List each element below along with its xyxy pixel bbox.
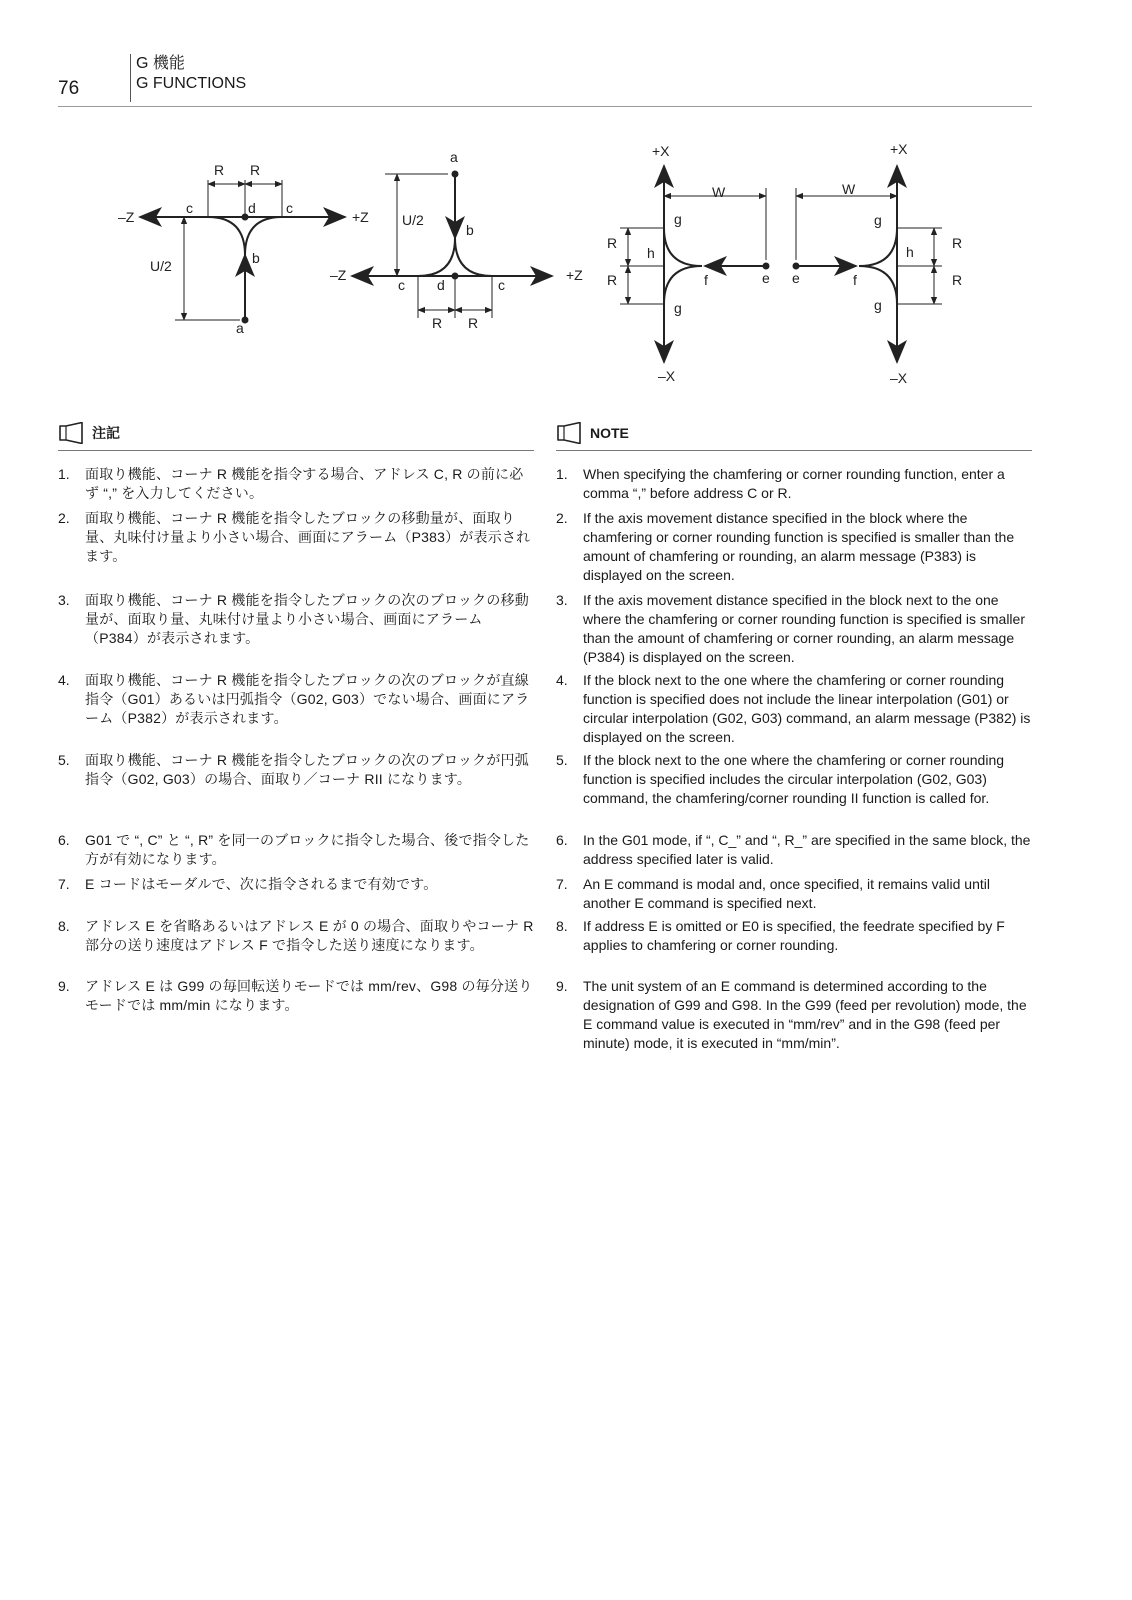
label-r: R (607, 272, 618, 288)
list-item (58, 591, 534, 648)
list-item (556, 977, 1032, 1053)
label-plus-z: +Z (352, 209, 369, 225)
item-text: When specifying the chamfering or corner rounding function, enter a comma “,” before address C or R. (583, 466, 1005, 501)
item-number: 6. (556, 832, 568, 848)
note-heading-label: 注記 (92, 425, 120, 441)
item-number: 4. (58, 672, 70, 688)
label-r: R (952, 235, 963, 251)
item-number: 7. (58, 876, 70, 892)
label-r: R (607, 235, 618, 251)
page-number: 76 (58, 78, 80, 99)
label-f: f (704, 272, 708, 288)
item-number: 7. (556, 876, 568, 892)
label-f: f (853, 272, 857, 288)
item-text: If the block next to the one where the chamfering or corner rounding function is specified does not include the linear interpolation (G01) or circular interpolation (G02, G03) command, an alarm message (P382) is displayed on the screen. (583, 672, 1031, 745)
item-text: アドレス E を省略あるいはアドレス E が 0 の場合、面取りやコーナ R 部分の送り速度はアドレス F で指令した送り速度になります。 (85, 918, 534, 953)
label-minus-z: –Z (330, 267, 347, 283)
item-number: 2. (556, 510, 568, 526)
label-e: e (762, 270, 770, 286)
running-header-title-jp: G 機能 (136, 55, 185, 72)
label-r: R (432, 315, 443, 331)
item-number: 9. (556, 978, 568, 994)
label-h: h (906, 244, 914, 260)
note-rule (58, 450, 534, 451)
list-item (58, 977, 534, 1015)
list-item (58, 917, 534, 955)
item-text: If address E is omitted or E0 is specified, the feedrate specified by F applies to chamfering or corner rounding. (583, 918, 1005, 953)
label-plus-x: +X (890, 141, 908, 157)
list-item (58, 831, 534, 869)
label-d: d (437, 277, 445, 293)
list-item (556, 875, 1032, 913)
label-c: c (398, 277, 405, 293)
running-header (136, 54, 246, 94)
item-text: In the G01 mode, if “, C_” and “, R_” are specified in the same block, the address specified later is valid. (583, 832, 1031, 867)
item-number: 5. (58, 752, 70, 768)
label-u2: U/2 (402, 212, 424, 228)
notes-english (556, 420, 1032, 1051)
header-divider (130, 54, 131, 102)
label-c: c (286, 200, 293, 216)
label-c: c (186, 200, 193, 216)
label-w: W (712, 184, 726, 200)
list-item (58, 751, 534, 789)
item-text: 面取り機能、コーナ R 機能を指令したブロックの次のブロックが円弧指令（G02, G03）の場合、面取り／コーナ RII になります。 (85, 752, 529, 787)
list-item (556, 917, 1032, 955)
item-text: If the axis movement distance specified in the block next to the one where the chamfering or corner rounding function is specified is smaller than the amount of chamfering or corner rounding, an alarm message (P384) is displayed on the screen. (583, 592, 1025, 665)
list-item (556, 591, 1032, 667)
label-g: g (874, 212, 882, 228)
item-text: The unit system of an E command is determined according to the designation of G99 and G98. In the G99 (feed per revolution) mode, the E command value is executed in “mm/rev” and in the G98 (feed per minute) mode, it is executed in “mm/min”. (583, 978, 1027, 1051)
item-text: 面取り機能、コーナ R 機能を指令したブロックの次のブロックが直線指令（G01）あるいは円弧指令（G02, G03）でない場合、画面にアラーム（P382）が表示されます。 (85, 672, 530, 726)
label-b: b (466, 222, 474, 238)
label-w: W (842, 181, 856, 197)
item-number: 3. (58, 592, 70, 608)
corner-rounding-diagrams (0, 140, 1132, 400)
note-icon (58, 422, 84, 444)
running-header-title-en: G FUNCTIONS (136, 75, 247, 92)
header-rule (58, 106, 1032, 107)
item-number: 6. (58, 832, 70, 848)
list-item (58, 671, 534, 728)
item-number: 8. (556, 918, 568, 934)
label-g: g (874, 297, 882, 313)
label-r: R (214, 162, 225, 178)
item-number: 2. (58, 510, 70, 526)
label-h: h (647, 245, 655, 261)
item-text: 面取り機能、コーナ R 機能を指令したブロックの移動量が、面取り量、丸味付け量より小さい場合、画面にアラーム（P383）が表示されます。 (85, 510, 531, 564)
list-item (556, 831, 1032, 869)
item-text: If the axis movement distance specified in the block where the chamfering or corner rounding function is specified is smaller than the amount of chamfering or rounding, an alarm message (P383) is displayed on the screen. (583, 510, 1015, 583)
item-text: An E command is modal and, once specified, it remains valid until another E command is specified next. (583, 876, 990, 911)
item-text: 面取り機能、コーナ R 機能を指令したブロックの次のブロックの移動量が、面取り量、丸味付け量より小さい場合、画面にアラーム（P384）が表示されます。 (85, 592, 529, 646)
list-item (58, 875, 534, 894)
list-item (556, 465, 1032, 503)
note-icon (556, 422, 582, 444)
label-r: R (250, 162, 261, 178)
list-item (58, 465, 534, 503)
item-number: 1. (556, 466, 568, 482)
diagram-rounding-from-above (352, 171, 552, 318)
note-heading-label: NOTE (590, 425, 629, 441)
label-g: g (674, 211, 682, 227)
label-u2: U/2 (150, 258, 172, 274)
label-r: R (468, 315, 479, 331)
item-number: 5. (556, 752, 568, 768)
item-text: E コードはモーダルで、次に指令されるまで有効です。 (85, 876, 438, 892)
label-minus-x: –X (890, 370, 908, 386)
label-r: R (952, 272, 963, 288)
list-item (556, 751, 1032, 808)
label-minus-z: –Z (118, 209, 135, 225)
list-item (556, 509, 1032, 585)
item-number: 1. (58, 466, 70, 482)
diagram-rounding-from-below (140, 180, 345, 323)
item-number: 4. (556, 672, 568, 688)
note-rule (556, 450, 1032, 451)
note-heading (556, 420, 1032, 446)
label-e: e (792, 270, 800, 286)
label-a: a (236, 320, 244, 336)
list-item (556, 671, 1032, 747)
item-number: 8. (58, 918, 70, 934)
label-plus-z: +Z (566, 267, 583, 283)
notes-japanese (58, 420, 534, 1013)
label-g: g (674, 300, 682, 316)
item-number: 9. (58, 978, 70, 994)
item-text: 面取り機能、コーナ R 機能を指令する場合、アドレス C, R の前に必ず “,” を入力してください。 (85, 466, 524, 501)
item-text: G01 で “, C” と “, R” を同一のブロックに指令した場合、後で指令した方が有効になります。 (85, 832, 530, 867)
diagram-rounding-x-axis-right (620, 166, 769, 362)
list-item (58, 509, 534, 566)
diagram-rounding-x-axis-left (793, 166, 942, 362)
label-a: a (450, 149, 458, 165)
item-text: If the block next to the one where the chamfering or corner rounding function is specified includes the circular interpolation (G02, G03) command, the chamfering/corner rounding II function is called for. (583, 752, 1005, 806)
label-b: b (252, 250, 260, 266)
label-d: d (248, 200, 256, 216)
label-plus-x: +X (652, 143, 670, 159)
corner-rounding-figures (0, 140, 1132, 400)
item-number: 3. (556, 592, 568, 608)
note-heading (58, 420, 534, 446)
label-minus-x: –X (658, 368, 676, 384)
item-text: アドレス E は G99 の毎回転送りモードでは mm/rev、G98 の毎分送りモードでは mm/min になります。 (85, 978, 533, 1013)
label-c: c (498, 277, 505, 293)
